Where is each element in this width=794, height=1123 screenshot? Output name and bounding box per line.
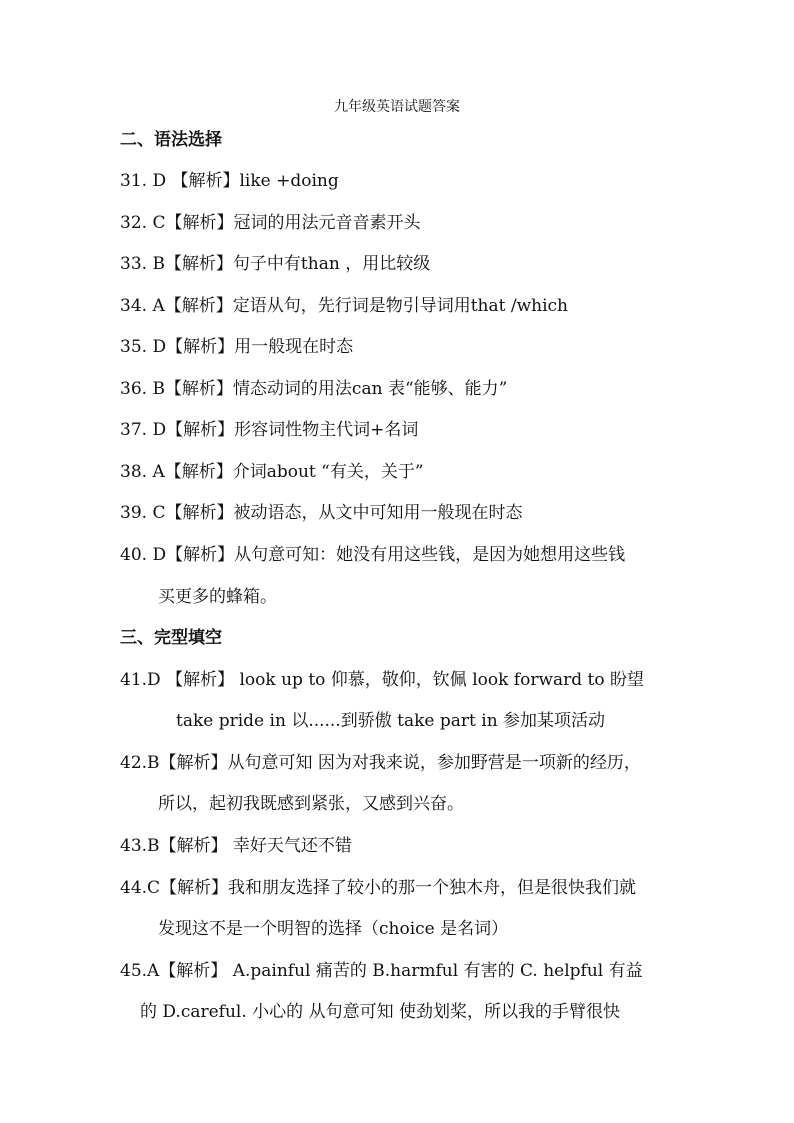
answer-item-38: 38. A【解析】介词about “有关，关于” [120, 462, 424, 482]
answer-item-45-continuation: 的 D.careful. 小心的 从句意可知 使劲划桨，所以我的手臂很快 [140, 1002, 620, 1022]
answer-item-35: 35. D【解析】用一般现在时态 [120, 337, 354, 357]
answer-item-43: 43.B【解析】 幸好天气还不错 [120, 836, 352, 856]
answer-item-44: 44.C【解析】我和朋友选择了较小的那一个独木舟，但是很快我们就 [120, 878, 637, 898]
answer-item-31: 31. D 【解析】like +doing [120, 171, 339, 191]
section-heading-cloze: 三、完型填空 [120, 628, 222, 648]
section-heading-grammar: 二、语法选择 [120, 130, 222, 150]
answer-item-39: 39. C【解析】被动语态，从文中可知用一般现在时态 [120, 503, 523, 523]
answer-item-36: 36. B【解析】情态动词的用法can 表“能够、能力” [120, 379, 508, 399]
answer-item-37: 37. D【解析】形容词性物主代词+名词 [120, 420, 419, 440]
answer-item-42: 42.B【解析】从句意可知 因为对我来说，参加野营是一项新的经历， [120, 753, 641, 773]
answer-item-40: 40. D【解析】从句意可知：她没有用这些钱，是因为她想用这些钱 [120, 545, 626, 565]
document-title: 九年级英语试题答案 [334, 99, 460, 115]
answer-item-42-continuation: 所以，起初我既感到紧张，又感到兴奋。 [158, 794, 464, 814]
answer-item-44-continuation: 发现这不是一个明智的选择（choice 是名词） [158, 919, 509, 939]
answer-item-40-continuation: 买更多的蜂箱。 [158, 587, 277, 607]
answer-item-32: 32. C【解析】冠词的用法元音音素开头 [120, 213, 421, 233]
answer-item-41: 41.D 【解析】 look up to 仰慕，敬仰，钦佩 look forward to 盼望 [120, 670, 645, 690]
answer-item-45: 45.A【解析】 A.painful 痛苦的 B.harmful 有害的 C. helpful 有益 [120, 961, 643, 981]
answer-item-34: 34. A【解析】定语从句，先行词是物引导词用that /which [120, 296, 569, 316]
answer-item-41-continuation: take pride in 以......到骄傲 take part in 参加某项活动 [176, 711, 606, 731]
answer-item-33: 33. B【解析】句子中有than ，用比较级 [120, 254, 431, 274]
